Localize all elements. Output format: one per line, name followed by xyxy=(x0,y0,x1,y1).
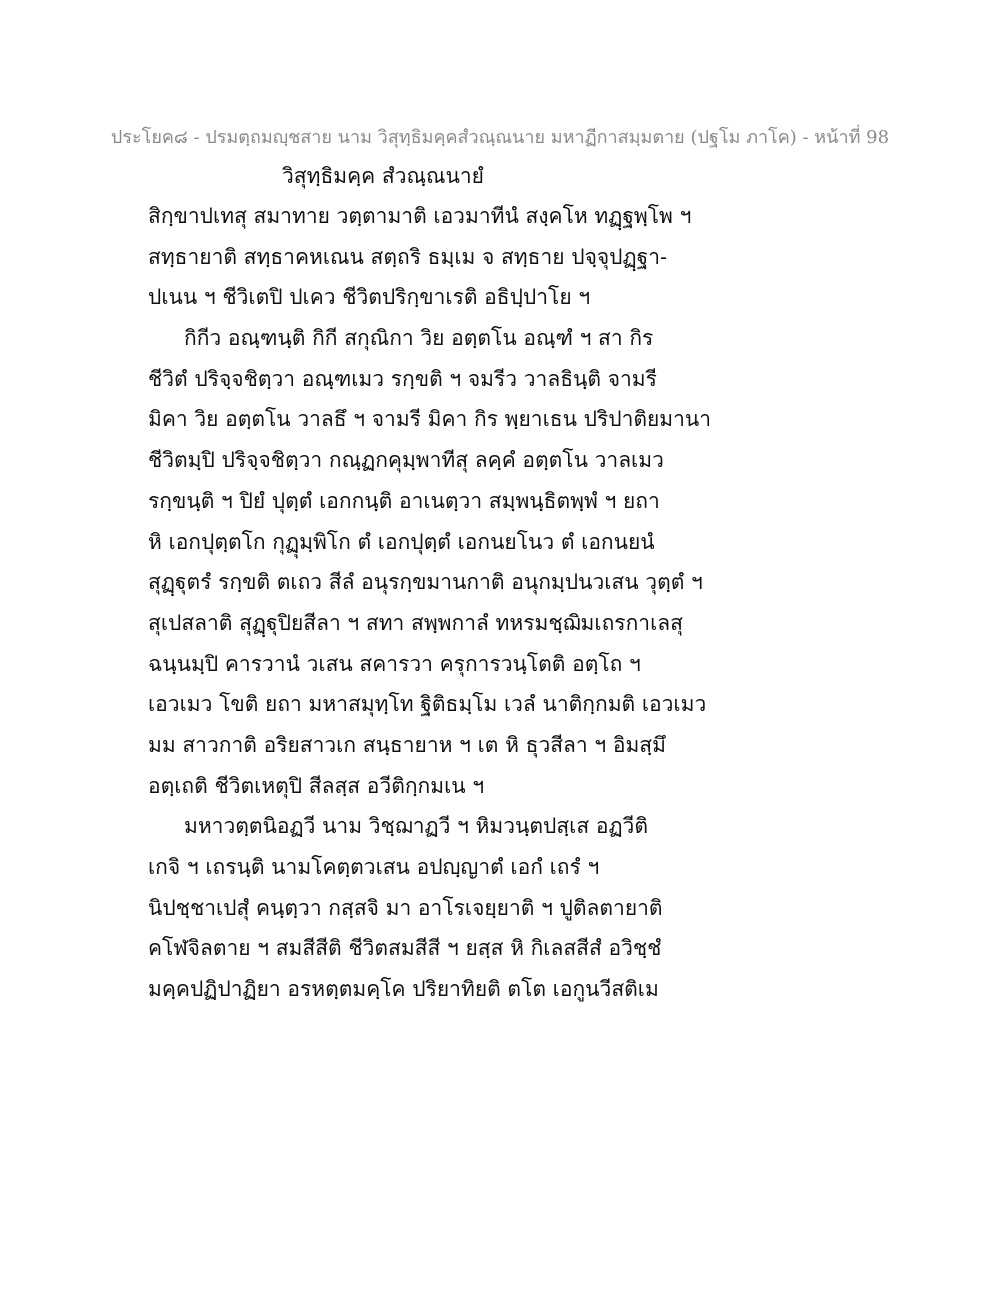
text-line: มม สาวกาติ อริยสาวเก สนฺธายาห ฯ เต หิ ธุวสีลา ฯ อิมสฺมึ xyxy=(148,732,666,757)
text-line: มิคา วิย อตฺตโน วาลธึ ฯ จามรี มิคา กิร พฺยาเธน ปริปาติยมานา xyxy=(148,407,712,432)
text-line: สิกฺขาปเทสุ สมาทาย วตฺตามาติ เอวมาทีนํ สงฺคโห ทฏฺฐพฺโพ ฯ xyxy=(148,204,692,228)
text-line: อตฺเถติ ชีวิตเหตุปิ สีลสฺส อวีติกฺกมเน ฯ xyxy=(148,773,485,798)
text-line: ชีวิตํ ปริจฺจชิตฺวา อณฺฑเมว รกฺขติ ฯ จมรีว วาลธินฺติ จามรี xyxy=(148,366,657,391)
text-line: เกจิ ฯ เถรนฺติ นามโคตฺตวเสน อปญฺญาตํ เอกํ เถรํ ฯ xyxy=(148,855,600,879)
text-line: ฉนฺนมฺปิ คารวานํ วเสน สคารวา ครุการวนฺโตติ อตฺโถ ฯ xyxy=(148,651,641,676)
text-line: สุฏฺฐุตรํ รกฺขติ ตเถว สีลํ อนุรกฺขมานกาติ อนุกมฺปนวเสน วุตฺตํ ฯ xyxy=(148,570,703,595)
body-text xyxy=(148,196,712,1010)
text-line: ปเนน ฯ ชีวิเตปิ ปเคว ชีวิตปริกฺขาเรติ อธิปฺปาโย ฯ xyxy=(148,285,591,310)
text-line: หิ เอกปุตฺตโก กุฏุมฺพิโก ตํ เอกปุตฺตํ เอกนยโนว ตํ เอกนยนํ xyxy=(148,529,655,554)
paragraph-start-line: มหาวตฺตนิอฏวี นาม วิชฺฌาฏวี ฯ หิมวนฺตปสฺเส อฏวีติ xyxy=(184,814,648,839)
text-line: สุเปสลาติ สุฏฺฐุปิยสีลา ฯ สทา สพฺพกาลํ ทหรมชฺฌิมเถรกาเลสุ xyxy=(148,610,683,635)
text-line: คโฬจิลตาย ฯ สมสีสีติ ชีวิตสมสีสี ฯ ยสฺส หิ กิเลสสีสํ อวิชฺชํ xyxy=(148,936,662,961)
text-line: รกฺขนฺติ ฯ ปิยํ ปุตฺตํ เอกกนฺติ อาเนตฺวา สมฺพนฺธิตพฺพํ ฯ ยถา xyxy=(148,488,660,513)
text-line: เอวเมว โขติ ยถา มหาสมุทฺโท ฐิติธมฺโม เวลํ นาติกฺกมติ เอวเมว xyxy=(148,692,707,717)
text-line: สทฺธายาติ สทฺธาคหเณน สตฺถริ ธมฺเม จ สทฺธาย ปจฺจุปฏฺฐา- xyxy=(148,244,668,269)
page-title: วิสุทฺธิมคฺค สํวณฺณนายํ xyxy=(282,164,484,188)
running-header: ประโยค๘ - ปรมตฺถมญฺชสาย นาม วิสุทฺธิมคฺคสํวณฺณนาย มหาฏีกาสมฺมตาย (ปฐโม ภาโค) - หน้าที่ 98 xyxy=(110,127,890,148)
text-line: นิปชฺชาเปสุํ คนฺตฺวา กสฺสจิ มา อาโรเจยฺยาติ ฯ ปูติลตายาติ xyxy=(148,895,663,920)
text-line: ชีวิตมฺปิ ปริจฺจชิตฺวา กณฺฏกคุมฺพาทีสุ ลคฺคํ อตฺตโน วาลเมว xyxy=(148,448,664,473)
text-line: มคฺคปฏิปาฏิยา อรหตฺตมคฺโค ปริยาทิยติ ตโต เอกูนวีสติเม xyxy=(148,977,659,1002)
paragraph-start-line: กิกีว อณฺฑนฺติ กิกี สกุณิกา วิย อตฺตโน อณฺฑํ ฯ สา กิร xyxy=(184,326,654,351)
